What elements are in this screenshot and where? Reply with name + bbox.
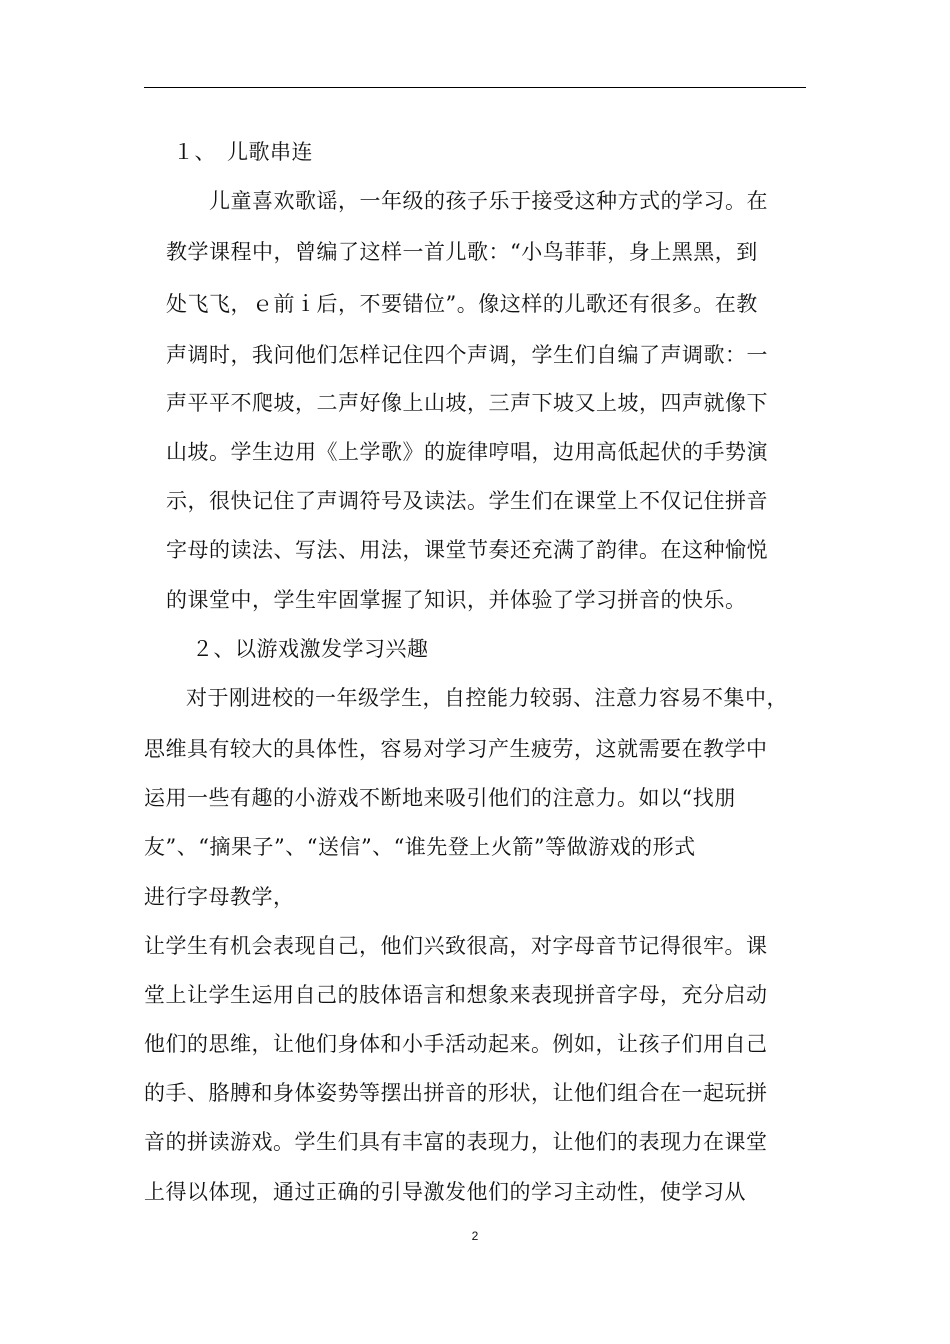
para1-line-5: 声平平不爬坡，二声好像上山坡，三声下坡又上坡，四声就像下 [166,391,768,415]
para1-line-6: 山坡。学生边用《上学歌》的旋律哼唱，边用高低起伏的手势演 [166,440,768,464]
heading-children-songs: １、 儿歌串连 [173,140,313,164]
para2-line-2: 思维具有较大的具体性，容易对学习产生疲劳，这就需要在教学中 [144,737,768,761]
para1-line-4: 声调时，我问他们怎样记住四个声调，学生们自编了声调歌：一 [166,343,768,367]
para1-line-9: 的课堂中，学生牢固掌握了知识，并体验了学习拼音的快乐。 [166,588,747,612]
header-rule [144,87,806,88]
para2-line-1: 对于刚进校的一年级学生，自控能力较弱、注意力容易不集中， [186,686,788,710]
para3-line-3: 他们的思维，让他们身体和小手活动起来。例如，让孩子们用自己 [144,1032,768,1056]
page-number: 2 [471,1229,479,1243]
heading-games: ２、以游戏激发学习兴趣 [192,637,429,661]
para1-line-2: 教学课程中，曾编了这样一首儿歌：“小鸟菲菲，身上黑黑，到 [166,240,758,264]
para3-line-5: 音的拼读游戏。学生们具有丰富的表现力，让他们的表现力在课堂 [144,1130,768,1154]
para1-line-3: 处飞飞，ｅ前ｉ后，不要错位”。像这样的儿歌还有很多。在教 [166,292,758,316]
para3-line-1: 让学生有机会表现自己，他们兴致很高，对字母音节记得很牢。课 [144,934,768,958]
para2-line-3: 运用一些有趣的小游戏不断地来吸引他们的注意力。如以“找朋 [144,786,736,810]
para1-line-7: 示，很快记住了声调符号及读法。学生们在课堂上不仅记住拼音 [166,489,768,513]
para3-line-4: 的手、胳膊和身体姿势等摆出拼音的形状，让他们组合在一起玩拼 [144,1081,768,1105]
para3-line-2: 堂上让学生运用自己的肢体语言和想象来表现拼音字母，充分启动 [144,983,768,1007]
para1-line-1: 儿童喜欢歌谣，一年级的孩子乐于接受这种方式的学习。在 [209,189,768,213]
para1-line-8: 字母的读法、写法、用法，课堂节奏还充满了韵律。在这种愉悦 [166,538,768,562]
para3-line-6: 上得以体现，通过正确的引导激发他们的学习主动性，使学习从 [144,1180,746,1204]
para2-line-5: 进行字母教学， [144,885,295,909]
para2-line-4: 友”、“摘果子”、“送信”、“谁先登上火箭”等做游戏的形式 [144,835,696,859]
